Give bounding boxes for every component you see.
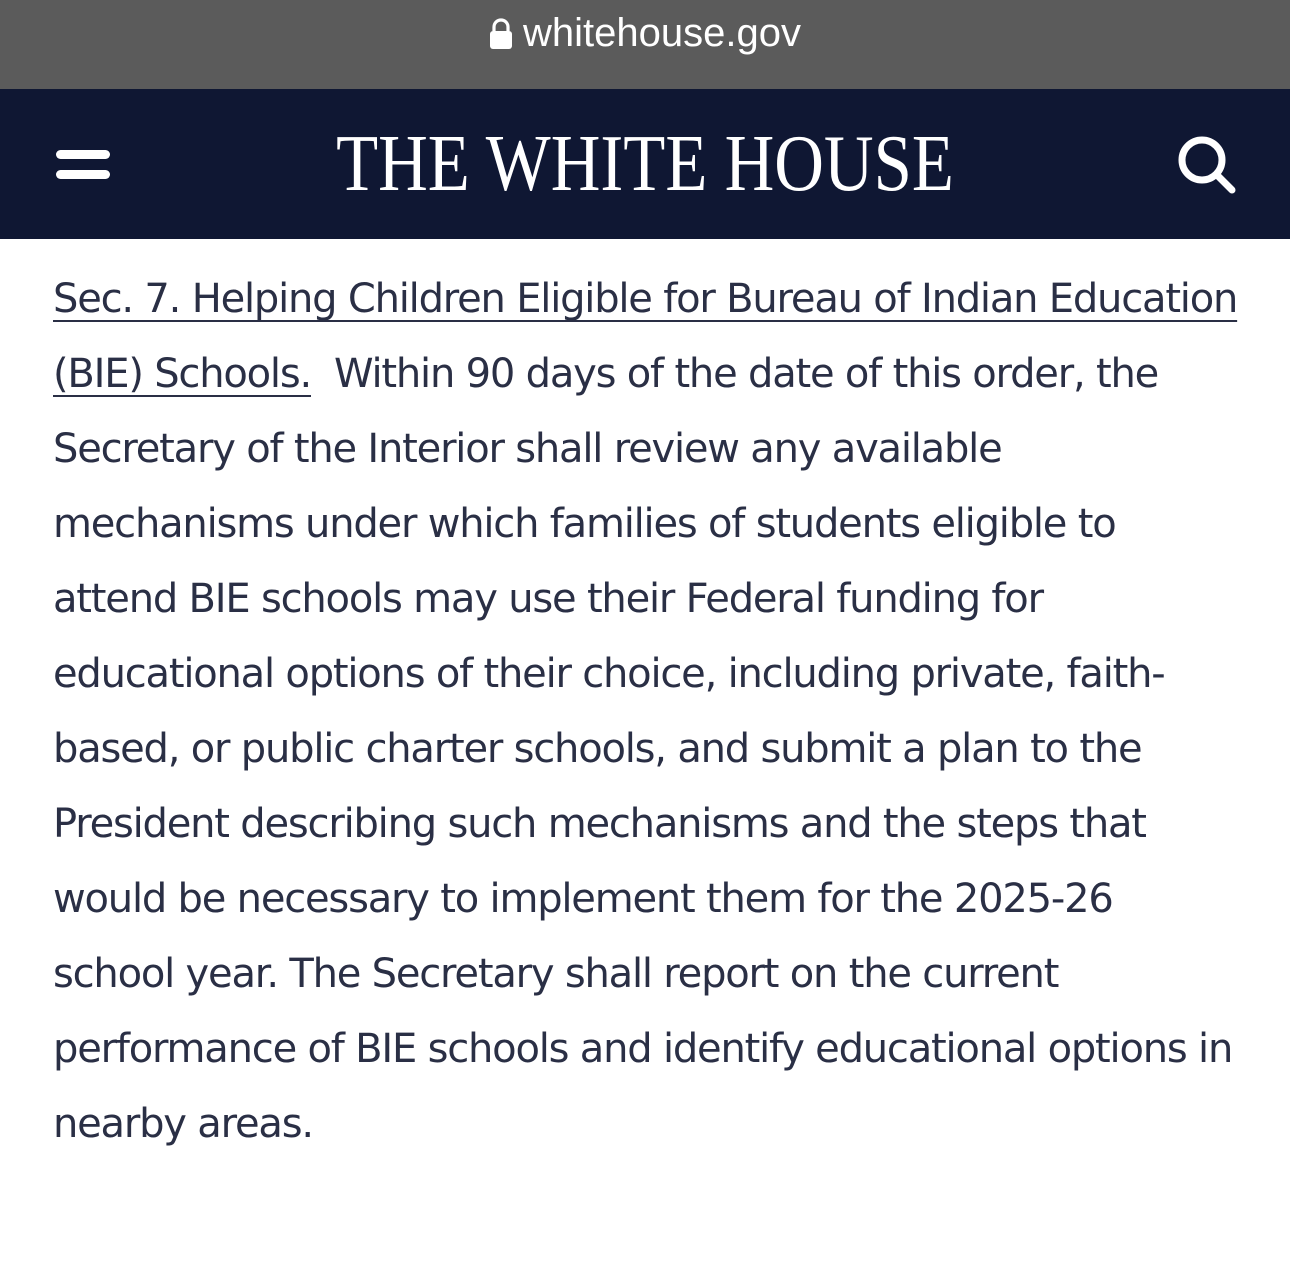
site-header xyxy=(0,89,1290,239)
search-icon[interactable] xyxy=(1172,134,1238,194)
url-display[interactable] xyxy=(489,11,801,56)
lock-icon xyxy=(489,18,513,50)
article-content xyxy=(53,262,1243,1162)
url-text: whitehouse.gov xyxy=(523,11,801,55)
site-title: THE WHITE HOUSE xyxy=(336,119,954,208)
browser-url-bar[interactable] xyxy=(0,0,1290,89)
hamburger-menu-icon[interactable] xyxy=(52,144,114,184)
section-heading: Sec. 7. Helping Children Eligible for Bureau of Indian Education (BIE) Schools. xyxy=(53,276,1238,397)
article-paragraph xyxy=(53,262,1243,1162)
section-body: Within 90 days of the date of this order, the Secretary of the Interior shall review any available mechanisms under which families of students eligible to attend BIE schools may use their Federal funding for educational options of their choice, including private, faith-based, or public charter schools, and submit a plan to the President describing such mechanisms and the steps that would be necessary to implement them for the 2025-26 school year. The Secretary shall report on the current performance of BIE schools and identify educational options in nearby areas. xyxy=(53,351,1233,1147)
